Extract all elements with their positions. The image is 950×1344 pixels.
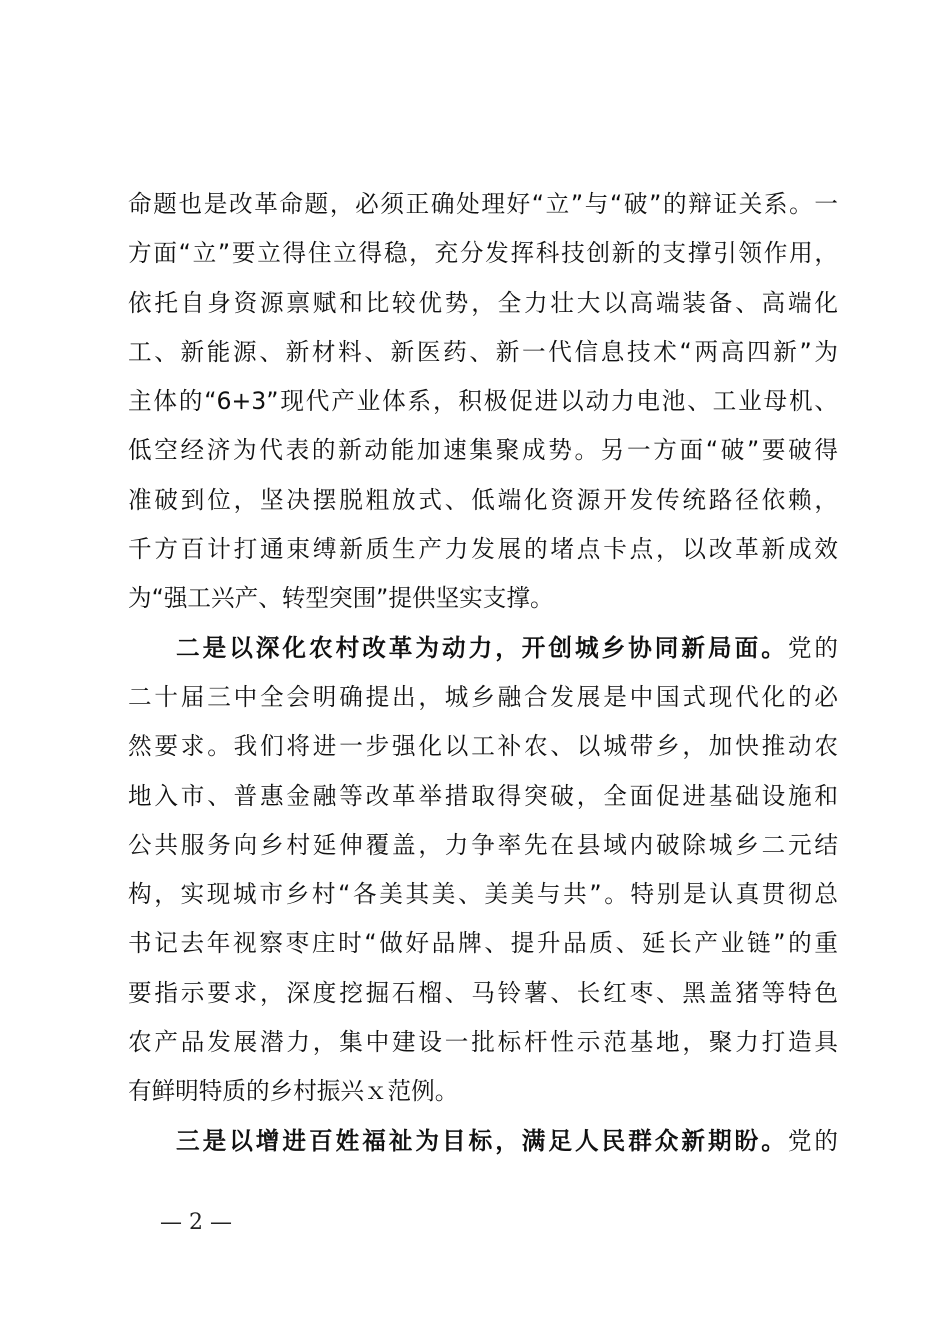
text-line: 地入市、普惠金融等改革举措取得突破，全面促进基础设施和	[128, 781, 838, 810]
document-body	[128, 180, 838, 1166]
text-line: 主体的“6+3”现代产业体系，积极促进以动力电池、工业母机、	[128, 387, 838, 416]
paragraph-2	[128, 624, 838, 1117]
text-line: 千方百计打通束缚新质生产力发展的堵点卡点，以改革新成效	[128, 535, 838, 564]
text-line: 构，实现城市乡村“各美其美、美美与共”。特别是认真贯彻总	[128, 880, 838, 909]
text-line: 有鲜明特质的乡村振兴ｘ范例。	[128, 1077, 459, 1106]
text-fragment: 党的	[787, 1126, 838, 1155]
text-line: 为“强工兴产、转型突围”提供坚实支撑。	[128, 584, 554, 613]
text-line: 二十届三中全会明确提出，城乡融合发展是中国式现代化的必	[128, 682, 838, 711]
text-line: 要指示要求，深度挖掘石榴、马铃薯、长红枣、黑盖猪等特色	[128, 978, 838, 1007]
text-line: 准破到位，坚决摆脱粗放式、低端化资源开发传统路径依赖，	[128, 485, 838, 514]
paragraph-first-line	[128, 1117, 838, 1166]
paragraph-1	[128, 180, 838, 624]
text-line: 书记去年视察枣庄时“做好品牌、提升品质、延长产业链”的重	[128, 929, 838, 958]
text-line: 依托自身资源禀赋和比较优势，全力壮大以高端装备、高端化	[128, 288, 838, 317]
text-fragment: 党的	[787, 633, 838, 662]
text-line: 方面“立”要立得住立得稳，充分发挥科技创新的支撑引领作用，	[128, 239, 838, 268]
paragraph-first-line	[128, 624, 838, 673]
text-line: 工、新能源、新材料、新医药、新一代信息技术“两高四新”为	[128, 337, 838, 366]
paragraph-3	[128, 1117, 838, 1166]
page-number: — 2 —	[160, 1210, 232, 1235]
text-line: 农产品发展潜力，集中建设一批标杆性示范基地，聚力打造具	[128, 1028, 838, 1057]
text-line: 低空经济为代表的新动能加速集聚成势。另一方面“破”要破得	[128, 436, 838, 465]
text-line: 命题也是改革命题，必须正确处理好“立”与“破”的辩证关系。一	[128, 190, 838, 218]
text-line: 然要求。我们将进一步强化以工补农、以城带乡，加快推动农	[128, 732, 838, 761]
text-line: 公共服务向乡村延伸覆盖，力争率先在县域内破除城乡二元结	[128, 830, 838, 859]
paragraph-heading: 二是以深化农村改革为动力，开创城乡协同新局面。	[176, 633, 788, 662]
paragraph-heading: 三是以增进百姓福祉为目标，满足人民群众新期盼。	[176, 1126, 788, 1155]
